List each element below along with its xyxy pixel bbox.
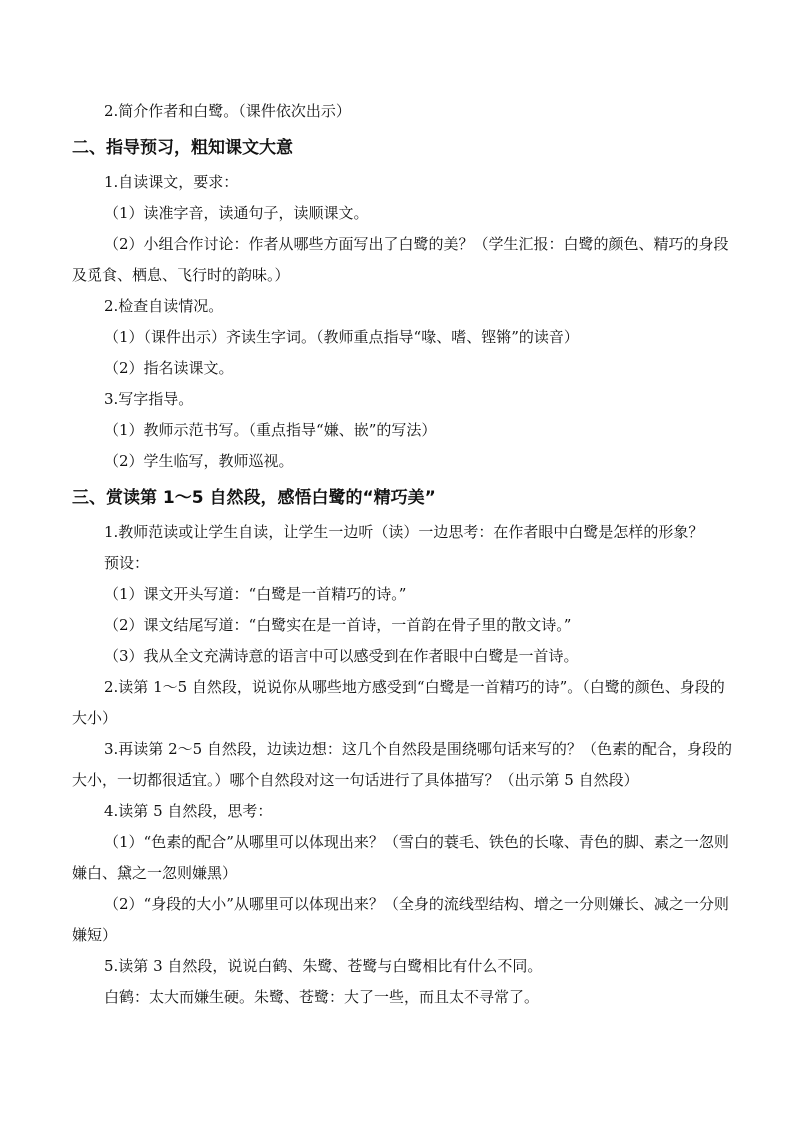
paragraph: 2.简介作者和白鹭。（课件依次出示） xyxy=(104,102,351,120)
paragraph: 预设： xyxy=(104,554,150,572)
paragraph: （1）课文开头写道：“白鹭是一首精巧的诗。” xyxy=(104,585,407,603)
paragraph: （1）“色素的配合”从哪里可以体现出来？（雪白的蓑毛、铁色的长喙、青色的脚、素之一忽则嫌白、黛之一忽则嫌黑） xyxy=(72,833,729,882)
document-body xyxy=(72,96,732,1013)
paragraph: （2）“身段的大小”从哪里可以体现出来？（全身的流线型结构、增之一分则嫌长、减之一分则嫌短） xyxy=(72,895,729,944)
paragraph: 3.再读第 2～5 自然段，边读边想：这几个自然段是围绕哪句话来写的？（色素的配合，身段的大小，一切都很适宜。）哪个自然段对这一句话进行了具体描写？（出示第 5 自然段） xyxy=(72,740,732,789)
paragraph: 2.检查自读情况。 xyxy=(104,297,224,315)
section-heading: 二、指导预习，粗知课文大意 xyxy=(72,138,293,158)
paragraph: 5.读第 3 自然段，说说白鹤、朱鹭、苍鹭与白鹭相比有什么不同。 xyxy=(104,957,543,975)
paragraph: （2）课文结尾写道：“白鹭实在是一首诗，一首韵在骨子里的散文诗。” xyxy=(104,616,572,634)
paragraph: 白鹤：太大而嫌生硬。朱鹭、苍鹭：大了一些，而且太不寻常了。 xyxy=(104,988,540,1006)
paragraph: （2）小组合作讨论：作者从哪些方面写出了白鹭的美？（学生汇报：白鹭的颜色、精巧的身段及觅食、栖息、飞行时的韵味。） xyxy=(72,235,729,284)
paragraph: 1.自读课文，要求： xyxy=(104,173,239,191)
paragraph: 4.读第 5 自然段，思考： xyxy=(104,802,273,820)
paragraph: （1）读准字音，读通句子，读顺课文。 xyxy=(104,204,369,222)
paragraph: 1.教师范读或让学生自读，让学生一边听（读）一边思考：在作者眼中白鹭是怎样的形象？ xyxy=(104,523,704,541)
paragraph: （1）（课件出示）齐读生字词。（教师重点指导“喙、嗜、铿锵”的读音） xyxy=(104,328,579,346)
paragraph: 2.读第 1～5 自然段，说说你从哪些地方感受到“白鹭是一首精巧的诗”。（白鹭的颜色、身段的大小） xyxy=(72,678,725,727)
paragraph: （2）学生临写，教师巡视。 xyxy=(104,452,294,470)
paragraph: （2）指名读课文。 xyxy=(104,359,234,377)
paragraph: （1）教师示范书写。（重点指导“嫌、嵌”的写法） xyxy=(104,421,437,439)
paragraph: （3）我从全文充满诗意的语言中可以感受到在作者眼中白鹭是一首诗。 xyxy=(104,647,579,665)
section-heading: 三、赏读第 1～5 自然段，感悟白鹭的“精巧美” xyxy=(72,488,436,508)
paragraph: 3.写字指导。 xyxy=(104,390,194,408)
